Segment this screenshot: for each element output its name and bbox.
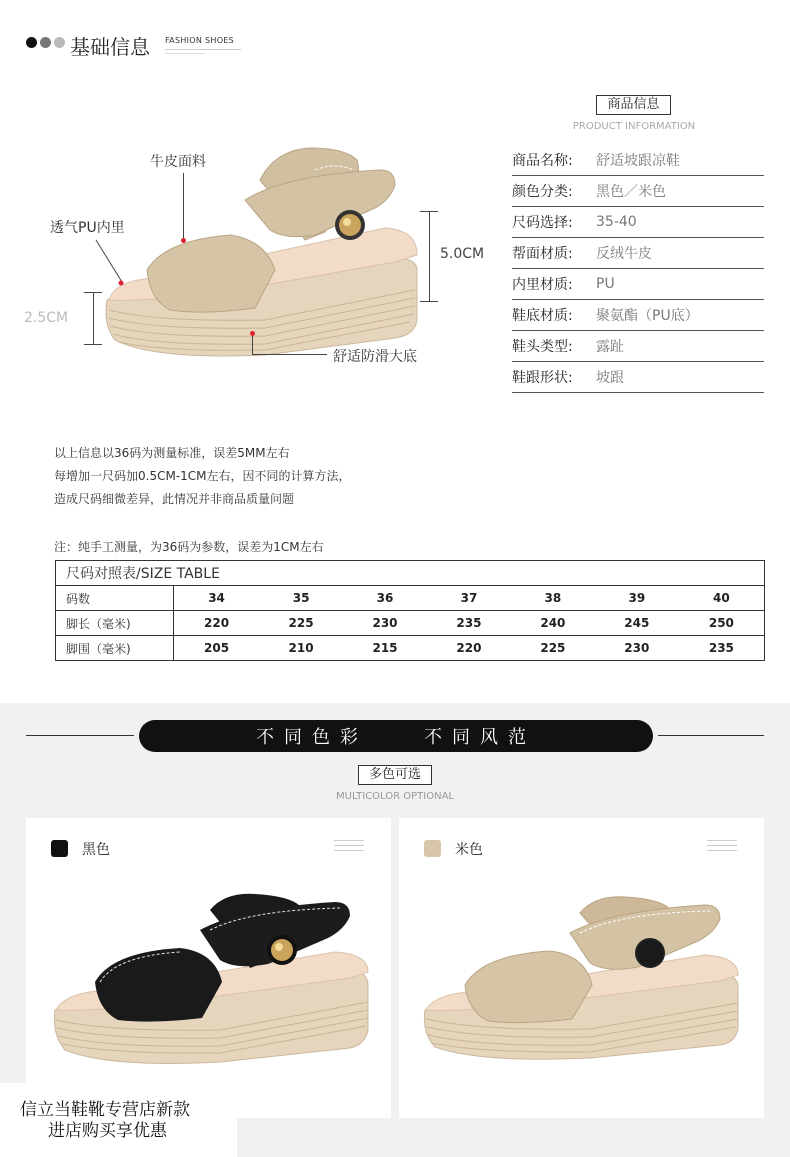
spec-value: 舒适坡跟凉鞋 [596, 153, 680, 169]
table-cell: 235 [427, 611, 511, 636]
table-cell: 215 [343, 636, 427, 661]
spec-table [512, 145, 764, 393]
table-cell: 230 [343, 611, 427, 636]
slogan-left: 不同色彩 [256, 727, 368, 748]
table-cell: 240 [511, 611, 595, 636]
spec-row [512, 176, 764, 207]
spec-key: 鞋跟形状: [512, 370, 573, 386]
table-cell: 235 [679, 636, 765, 661]
spec-value: PU [596, 276, 615, 292]
table-cell: 40 [679, 586, 765, 611]
label-lining: 透气PU内里 [50, 220, 125, 236]
slogan-right: 不同风范 [424, 727, 536, 748]
multicolor-heading-en: MULTICOLOR OPTIONAL [336, 791, 454, 802]
table-row [56, 611, 765, 636]
spec-key: 内里材质: [512, 277, 573, 293]
table-row [56, 636, 765, 661]
spec-row [512, 331, 764, 362]
sandal-beige-image [420, 895, 740, 1065]
menu-lines-icon [334, 840, 364, 855]
spec-value: 露趾 [596, 339, 624, 355]
dot-icon [26, 37, 37, 48]
product-info-heading-en: PRODUCT INFORMATION [572, 121, 696, 132]
note-line: 注：纯手工测量，为36码为参数，误差为1CM左右 [54, 540, 324, 554]
note-line: 每增加一尺码加0.5CM-1CM左右，因不同的计算方法， [54, 469, 351, 483]
slogan-banner [139, 720, 653, 752]
divider [658, 735, 764, 736]
dimension-line [429, 211, 430, 301]
size-table-title: 尺码对照表/SIZE TABLE [56, 561, 765, 586]
table-cell: 220 [174, 611, 260, 636]
spec-value: 反绒牛皮 [596, 246, 652, 262]
dimension-front-height: 2.5CM [24, 310, 69, 326]
table-cell: 225 [259, 611, 343, 636]
leader-line [183, 173, 184, 240]
page-title: 基础信息 [70, 35, 150, 59]
spec-key: 商品名称: [512, 153, 573, 169]
decorative-fine-print [165, 47, 255, 54]
table-cell: 34 [174, 586, 260, 611]
spec-row [512, 269, 764, 300]
color-label: 米色 [455, 842, 483, 858]
marker-dot-icon [250, 331, 255, 336]
header-dots [26, 37, 65, 48]
table-row [56, 586, 765, 611]
promo-line: 信立当鞋靴专营店新款 [20, 1100, 190, 1120]
spec-value: 坡跟 [596, 370, 624, 386]
product-info-heading: 商品信息 [596, 95, 671, 115]
table-cell: 205 [174, 636, 260, 661]
sandal-black-image [50, 890, 370, 1070]
spec-key: 鞋头类型: [512, 339, 573, 355]
spec-key: 尺码选择: [512, 215, 573, 231]
size-table [55, 560, 765, 661]
multicolor-heading: 多色可选 [358, 765, 432, 785]
spec-key: 颜色分类: [512, 184, 573, 200]
color-label: 黑色 [82, 842, 110, 858]
dot-icon [40, 37, 51, 48]
table-cell: 39 [595, 586, 679, 611]
color-swatch-beige [424, 840, 441, 857]
table-cell: 35 [259, 586, 343, 611]
row-label: 脚长（毫米) [56, 611, 174, 636]
label-upper-material: 牛皮面料 [150, 154, 206, 170]
promo-text [20, 1100, 190, 1142]
dimension-tick [420, 301, 438, 302]
table-cell: 245 [595, 611, 679, 636]
table-cell: 36 [343, 586, 427, 611]
note-line: 以上信息以36码为测量标准，误差5MM左右 [54, 446, 290, 460]
dot-icon [54, 37, 65, 48]
spec-value: 35-40 [596, 214, 637, 230]
spec-row [512, 238, 764, 269]
dimension-tick [84, 344, 102, 345]
table-cell: 225 [511, 636, 595, 661]
spec-row [512, 207, 764, 238]
leader-line [252, 334, 253, 354]
spec-value: 黑色／米色 [596, 184, 666, 200]
row-label: 脚围（毫米) [56, 636, 174, 661]
label-sole: 舒适防滑大底 [333, 349, 417, 365]
table-cell: 220 [427, 636, 511, 661]
divider [26, 735, 134, 736]
table-cell: 37 [427, 586, 511, 611]
table-row [56, 561, 765, 586]
note-line: 造成尺码细微差异，此情况并非商品质量问题 [54, 492, 295, 506]
sandal-diagram-image [95, 140, 435, 365]
table-cell: 230 [595, 636, 679, 661]
leader-line [252, 354, 327, 355]
marker-dot-icon [181, 238, 186, 243]
table-cell: 210 [259, 636, 343, 661]
page-subtitle-en: FASHION SHOES [165, 36, 235, 45]
spec-key: 鞋底材质: [512, 308, 573, 324]
color-swatch-black [51, 840, 68, 857]
table-cell: 250 [679, 611, 765, 636]
table-cell: 38 [511, 586, 595, 611]
dimension-line [93, 292, 94, 344]
leader-line [94, 238, 124, 288]
row-label: 码数 [56, 586, 174, 611]
spec-row [512, 300, 764, 331]
spec-value: 聚氨酯（PU底） [596, 308, 699, 324]
spec-row [512, 362, 764, 393]
spec-row [512, 145, 764, 176]
spec-key: 帮面材质: [512, 246, 573, 262]
dimension-total-height: 5.0CM [440, 246, 485, 262]
menu-lines-icon [707, 840, 737, 855]
promo-line: 进店购买享优惠 [48, 1121, 167, 1141]
